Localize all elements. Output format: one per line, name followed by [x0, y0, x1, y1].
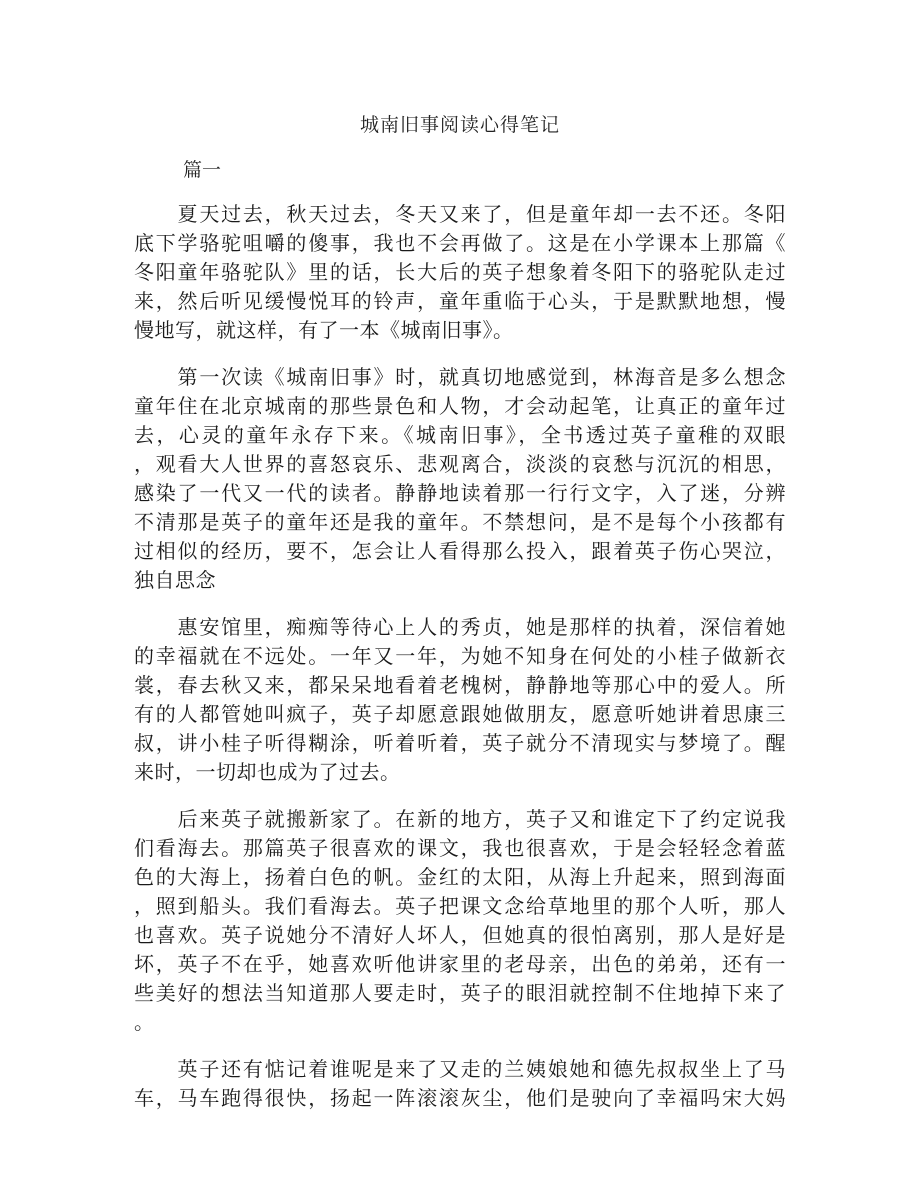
text-line: 有的人都管她叫疯子，英子却愿意跟她做朋友，愿意听她讲着思康三	[134, 702, 786, 726]
text-line: 过相似的经历，要不，怎会让人看得那么投入，跟着英子伤心哭泣，	[134, 539, 786, 563]
text-line: 独自思念	[134, 568, 216, 592]
text-line: 们看海去。那篇英子很喜欢的课文，我也很喜欢，于是会轻轻念着蓝	[134, 836, 786, 860]
text-line: ，观看大人世界的喜怒哀乐、悲观离合，淡淡的哀愁与沉沉的相思，	[134, 452, 786, 476]
text-line: 些美好的想法当知道那人要走时，英子的眼泪就控制不住地掉下来了	[134, 981, 786, 1005]
text-line: 童年住在北京城南的那些景色和人物，才会动起笔，让真正的童年过	[134, 394, 786, 418]
text-line: 惠安馆里，痴痴等待心上人的秀贞，她是那样的执着，深信着她	[134, 615, 786, 639]
text-line: 的幸福就在不远处。一年又一年，为她不知身在何处的小桂子做新衣	[134, 644, 786, 668]
text-line: 英子还有惦记着谁呢是来了又走的兰姨娘她和德先叔叔坐上了马	[134, 1057, 786, 1081]
text-line: 感染了一代又一代的读者。静静地读着那一行行文字，入了迷，分辨	[134, 481, 786, 505]
section-heading: 篇一	[183, 159, 222, 181]
text-line: 来，然后听见缓慢悦耳的铃声，童年重临于心头，于是默默地想，慢	[134, 289, 786, 313]
document-title: 城南旧事阅读心得笔记	[359, 114, 560, 136]
text-line: 冬阳童年骆驼队》里的话，长大后的英子想象着冬阳下的骆驼队走过	[134, 260, 786, 284]
text-line: 色的大海上，扬着白色的帆。金红的太阳，从海上升起来，照到海面	[134, 865, 786, 889]
paragraph	[134, 200, 786, 345]
paragraph	[134, 363, 786, 595]
text-line: 不清那是英子的童年还是我的童年。不禁想问，是不是每个小孩都有	[134, 510, 786, 534]
document-body	[134, 200, 786, 1131]
paragraph	[134, 805, 786, 1037]
text-line: 底下学骆驼咀嚼的傻事，我也不会再做了。这是在小学课本上那篇《	[134, 231, 786, 255]
text-line: ，照到船头。我们看海去。英子把课文念给草地里的那个人听，那人	[134, 894, 786, 918]
paragraph	[134, 1055, 786, 1113]
text-line: 夏天过去，秋天过去，冬天又来了，但是童年却一去不还。冬阳	[134, 202, 786, 226]
text-line: 车，马车跑得很快，扬起一阵滚滚灰尘，他们是驶向了幸福吗宋大妈	[134, 1086, 786, 1110]
text-line: 。	[134, 1010, 155, 1034]
text-line: 叔，讲小桂子听得糊涂，听着听着，英子就分不清现实与梦境了。醒	[134, 731, 786, 755]
text-line: 后来英子就搬新家了。在新的地方，英子又和谁定下了约定说我	[134, 807, 786, 831]
text-line: 第一次读《城南旧事》时，就真切地感觉到，林海音是多么想念	[134, 365, 786, 389]
text-line: 来时，一切却也成为了过去。	[134, 760, 401, 784]
text-line: 坏，英子不在乎，她喜欢听他讲家里的老母亲，出色的弟弟，还有一	[134, 952, 786, 976]
text-line: 也喜欢。英子说她分不清好人坏人，但她真的很怕离别，那人是好是	[134, 923, 786, 947]
text-line: 裳，春去秋又来，都呆呆地看着老槐树，静静地等那心中的爱人。所	[134, 673, 786, 697]
text-line: 慢地写，就这样，有了一本《城南旧事》。	[134, 318, 514, 342]
text-line: 去，心灵的童年永存下来。《城南旧事》，全书透过英子童稚的双眼	[134, 423, 786, 447]
paragraph	[134, 613, 786, 787]
